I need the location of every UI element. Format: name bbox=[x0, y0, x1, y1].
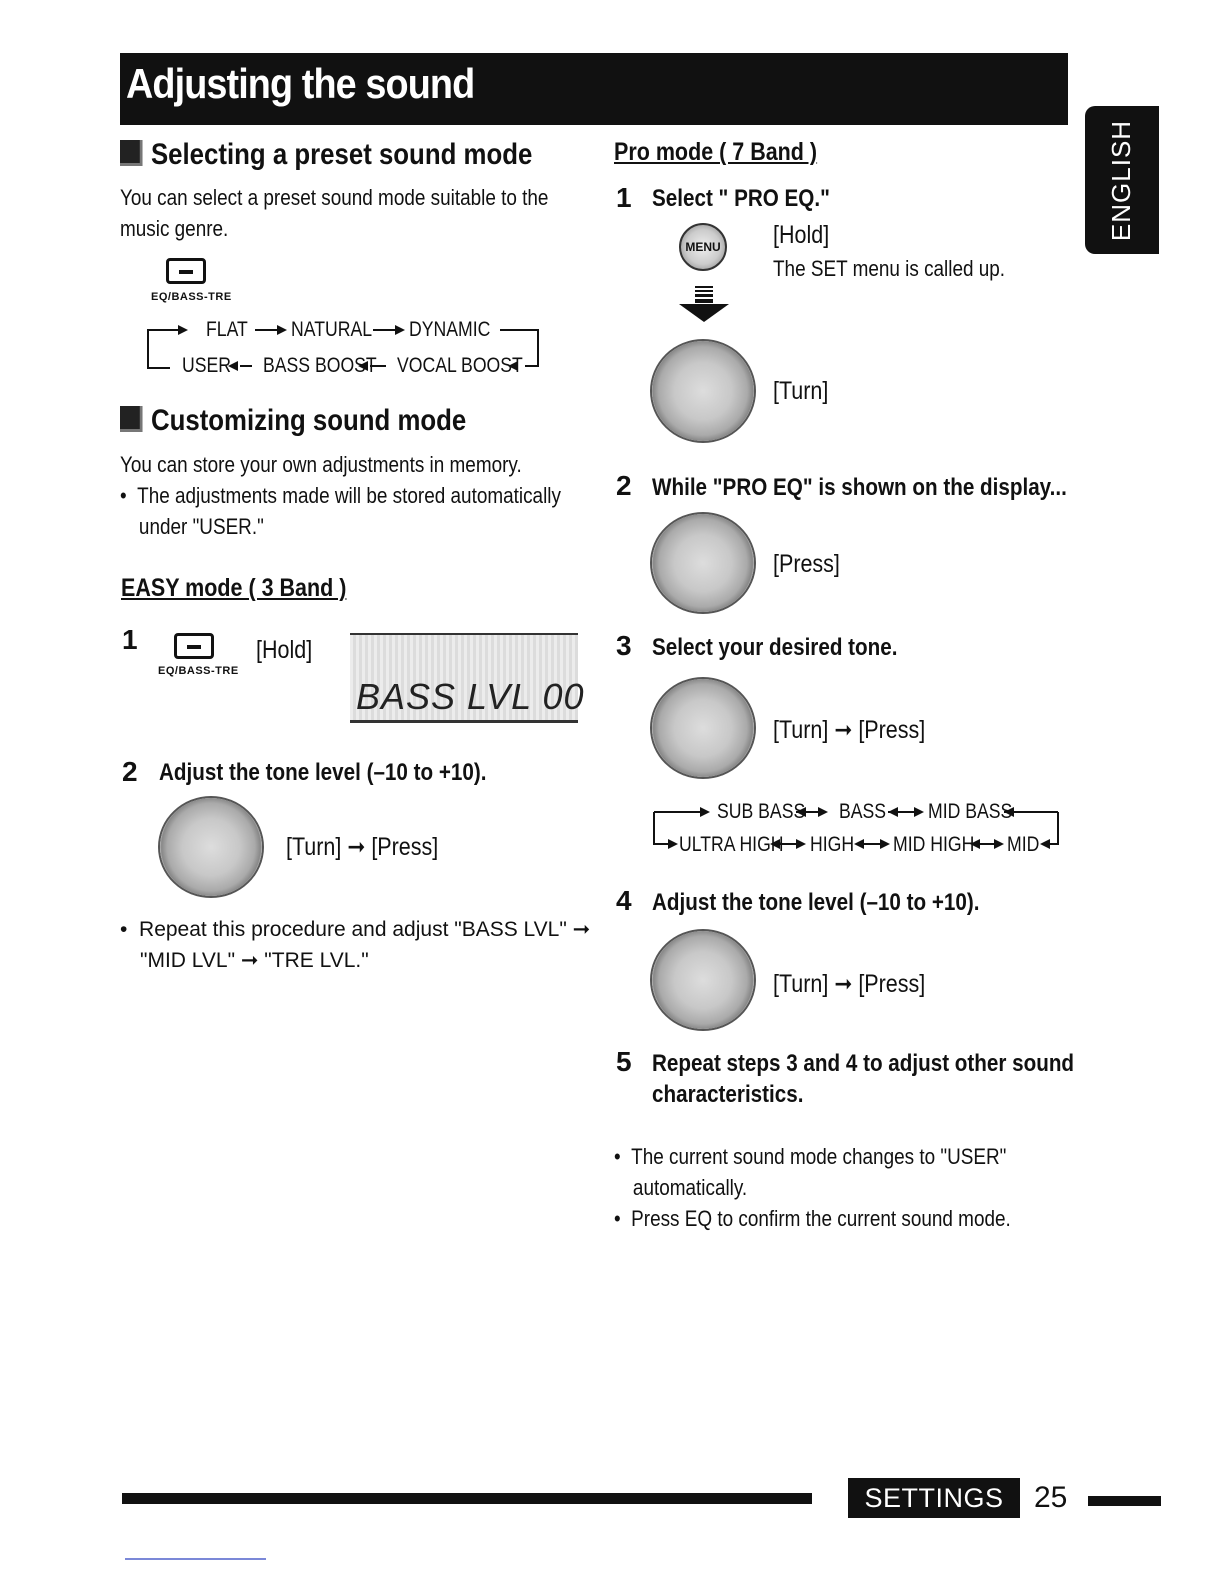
pro-step5-number: 5 bbox=[616, 1046, 632, 1077]
easy-step1-action: [Hold] bbox=[256, 636, 313, 664]
bullet-dot: • bbox=[614, 1144, 632, 1169]
band-high: HIGH bbox=[810, 833, 855, 856]
easy-step1-number: 1 bbox=[122, 624, 138, 655]
band-bass: BASS bbox=[839, 800, 887, 823]
easy-step2-action: [Turn] ➞ [Press] bbox=[286, 833, 439, 861]
pro-step5-text bbox=[652, 1048, 1074, 1110]
mode-bass-boost: BASS BOOST bbox=[263, 354, 377, 377]
preset-desc-line2: music genre. bbox=[120, 216, 229, 241]
footer-rule-right bbox=[1088, 1496, 1161, 1506]
easy-step2-number: 2 bbox=[122, 756, 138, 787]
control-dial-icon bbox=[652, 341, 754, 441]
pro-step5-line2: characteristics. bbox=[652, 1081, 804, 1108]
bullet-dot: • bbox=[120, 918, 140, 941]
custom-heading bbox=[120, 404, 466, 438]
mode-vocal-boost: VOCAL BOOST bbox=[397, 354, 523, 377]
pro-notes bbox=[614, 1141, 1011, 1234]
easy-note-line2: "MID LVL" ➞ "TRE LVL." bbox=[140, 949, 369, 972]
pro-step2-number: 2 bbox=[616, 470, 632, 501]
section-square-icon bbox=[120, 406, 142, 432]
preset-heading-text: Selecting a preset sound mode bbox=[150, 138, 533, 171]
page-number: 25 bbox=[1034, 1481, 1068, 1514]
eq-button-icon bbox=[174, 633, 214, 659]
custom-bullet-line1: The adjustments made will be stored automatically bbox=[137, 483, 561, 508]
eq-button-caption: EQ/BASS-TRE bbox=[158, 665, 239, 677]
easy-note-line1: Repeat this procedure and adjust "BASS LVL" ➞ bbox=[139, 918, 591, 941]
band-mid-bass: MID BASS bbox=[928, 800, 1013, 823]
eq-button-caption: EQ/BASS-TRE bbox=[151, 291, 232, 303]
pro-step3-number: 3 bbox=[616, 630, 632, 661]
pro-mode-heading: Pro mode ( 7 Band ) bbox=[614, 138, 818, 166]
control-dial-icon bbox=[652, 679, 754, 777]
pro-note1-line2: automatically. bbox=[632, 1175, 748, 1200]
pro-step1-text: Select " PRO EQ." bbox=[652, 185, 830, 212]
easy-step2-text: Adjust the tone level (–10 to +10). bbox=[159, 759, 487, 786]
footer-rule bbox=[122, 1493, 812, 1504]
down-arrow-icon bbox=[679, 284, 729, 324]
custom-bullet-line2: under "USER." bbox=[138, 514, 264, 539]
menu-button-icon bbox=[679, 223, 727, 271]
control-dial-icon bbox=[652, 514, 754, 612]
custom-heading-text: Customizing sound mode bbox=[150, 404, 467, 437]
pro-step4-action: [Turn] ➞ [Press] bbox=[773, 970, 926, 998]
bullet-dot: • bbox=[120, 483, 138, 508]
menu-button-label: MENU bbox=[685, 240, 721, 254]
pro-step3-text: Select your desired tone. bbox=[652, 634, 898, 661]
pro-step2-text: While "PRO EQ" is shown on the display... bbox=[652, 474, 1067, 501]
pro-note2: Press EQ to confirm the current sound mode. bbox=[631, 1206, 1011, 1231]
bottom-blue-line bbox=[125, 1558, 266, 1560]
mode-natural: NATURAL bbox=[291, 318, 373, 341]
section-square-icon bbox=[120, 140, 142, 166]
pro-note1-line1: The current sound mode changes to "USER" bbox=[631, 1144, 1007, 1169]
mode-user: USER bbox=[182, 354, 232, 377]
preset-desc bbox=[120, 182, 548, 244]
pro-step3-action: [Turn] ➞ [Press] bbox=[773, 716, 926, 744]
custom-desc: You can store your own adjustments in memory. bbox=[120, 452, 522, 477]
band-sub-bass: SUB BASS bbox=[717, 800, 806, 823]
bullet-dot: • bbox=[614, 1206, 632, 1231]
pro-step1-hold: [Hold] bbox=[773, 221, 830, 249]
control-dial-icon bbox=[160, 798, 262, 896]
easy-note bbox=[120, 914, 590, 976]
band-mid: MID bbox=[1007, 833, 1040, 856]
page-title: Adjusting the sound bbox=[126, 60, 475, 107]
footer-section-label: SETTINGS bbox=[848, 1478, 1020, 1518]
mode-flat: FLAT bbox=[206, 318, 248, 341]
preset-heading bbox=[120, 138, 532, 172]
pro-step4-text: Adjust the tone level (–10 to +10). bbox=[652, 889, 980, 916]
pro-step4-number: 4 bbox=[616, 885, 632, 916]
pro-step5-line1: Repeat steps 3 and 4 to adjust other sound bbox=[652, 1050, 1075, 1077]
band-ultra-high: ULTRA HIGH bbox=[679, 833, 784, 856]
control-dial-icon bbox=[652, 931, 754, 1029]
preset-desc-line1: You can select a preset sound mode suitable to the bbox=[120, 185, 549, 210]
eq-button-icon bbox=[166, 258, 206, 284]
custom-bullet bbox=[120, 480, 561, 542]
pro-step1-turn: [Turn] bbox=[773, 377, 829, 405]
pro-step1-note: The SET menu is called up. bbox=[773, 256, 1006, 281]
lcd-display-text: BASS LVL 00 bbox=[356, 676, 585, 717]
mode-dynamic: DYNAMIC bbox=[409, 318, 491, 341]
band-mid-high: MID HIGH bbox=[893, 833, 975, 856]
easy-mode-heading: EASY mode ( 3 Band ) bbox=[121, 574, 347, 602]
pro-step1-number: 1 bbox=[616, 182, 632, 213]
language-label: ENGLISH bbox=[1106, 119, 1137, 241]
pro-step2-action: [Press] bbox=[773, 550, 840, 578]
language-tab-label bbox=[1085, 106, 1159, 254]
